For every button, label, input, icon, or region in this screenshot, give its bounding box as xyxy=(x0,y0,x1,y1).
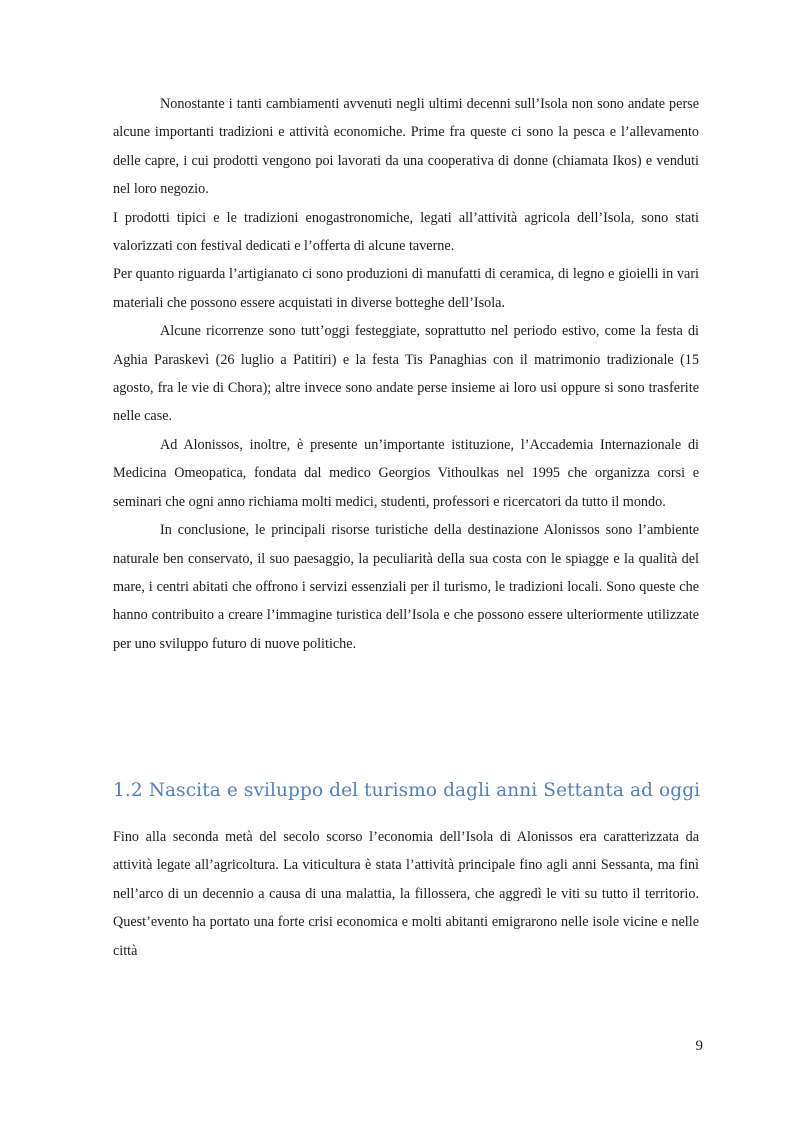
paragraph-crafts: Per quanto riguarda l’artigianato ci sono produzioni di manufatti di ceramica, di legno e gioielli in vari materiali che possono essere acquistati in diverse botteghe dell’Isola. xyxy=(113,266,699,311)
paragraph-festivals: Alcune ricorrenze sono tutt’oggi festeggiate, soprattutto nel periodo estivo, come la festa di Aghia Paraskevì (26 luglio a Patitiri) e la festa Tis Panaghias con il matrimonio tradizionale (15 agosto, fra le vie di Chora); altre invece sono andate perse insieme ai loro usi oppure si sono trasferite nelle case. xyxy=(113,323,699,425)
body-text xyxy=(113,90,699,658)
page-number: 9 xyxy=(695,1038,703,1054)
paragraph-conclusion: In conclusione, le principali risorse turistiche della destinazione Alonissos sono l’ambiente naturale ben conservato, il suo paesaggio, la peculiarità della sua costa con le spiagge e la qualità del mare, i centri abitati che offrono i servizi essenziali per il turismo, le tradizioni locali. Sono queste che hanno contribuito a creare l’immagine turistica dell’Isola e che possono essere ulteriormente utilizzate per uno sviluppo futuro di nuove politiche. xyxy=(113,522,699,652)
section-body xyxy=(113,823,699,965)
paragraph-history: Fino alla seconda metà del secolo scorso l’economia dell’Isola di Alonissos era caratterizzata da attività legate all’agricoltura. La viticultura è stata l’attività principale fino agli anni Sessanta, ma finì nell’arco di un decennio a causa di una malattia, la fillossera, che aggredì le viti su tutto il territorio. Quest’evento ha portato una forte crisi economica e molti abitanti emigrarono nelle isole vicine e nelle città xyxy=(113,829,699,959)
paragraph-typical-products: I prodotti tipici e le tradizioni enogastronomiche, legati all’attività agricola dell’Isola, sono stati valorizzati con festival dedicati e l’offerta di alcune taverne. xyxy=(113,209,699,255)
section-heading: 1.2 Nascita e sviluppo del turismo dagli anni Settanta ad oggi xyxy=(113,780,701,801)
paragraph-traditions: Nonostante i tanti cambiamenti avvenuti negli ultimi decenni sull’Isola non sono andate perse alcune importanti tradizioni e attività economiche. Prime fra queste ci sono la pesca e l’allevamento delle capre, i cui prodotti vengono poi lavorati da una cooperativa di donne (chiamata Ikos) e venduti nel loro negozio. xyxy=(113,96,699,198)
paragraph-academy: Ad Alonissos, inoltre, è presente un’importante istituzione, l’Accademia Internazionale di Medicina Omeopatica, fondata dal medico Georgios Vithoulkas nel 1995 che organizza corsi e seminari che ogni anno richiama molti medici, studenti, professori e ricercatori da tutto il mondo. xyxy=(113,436,699,510)
